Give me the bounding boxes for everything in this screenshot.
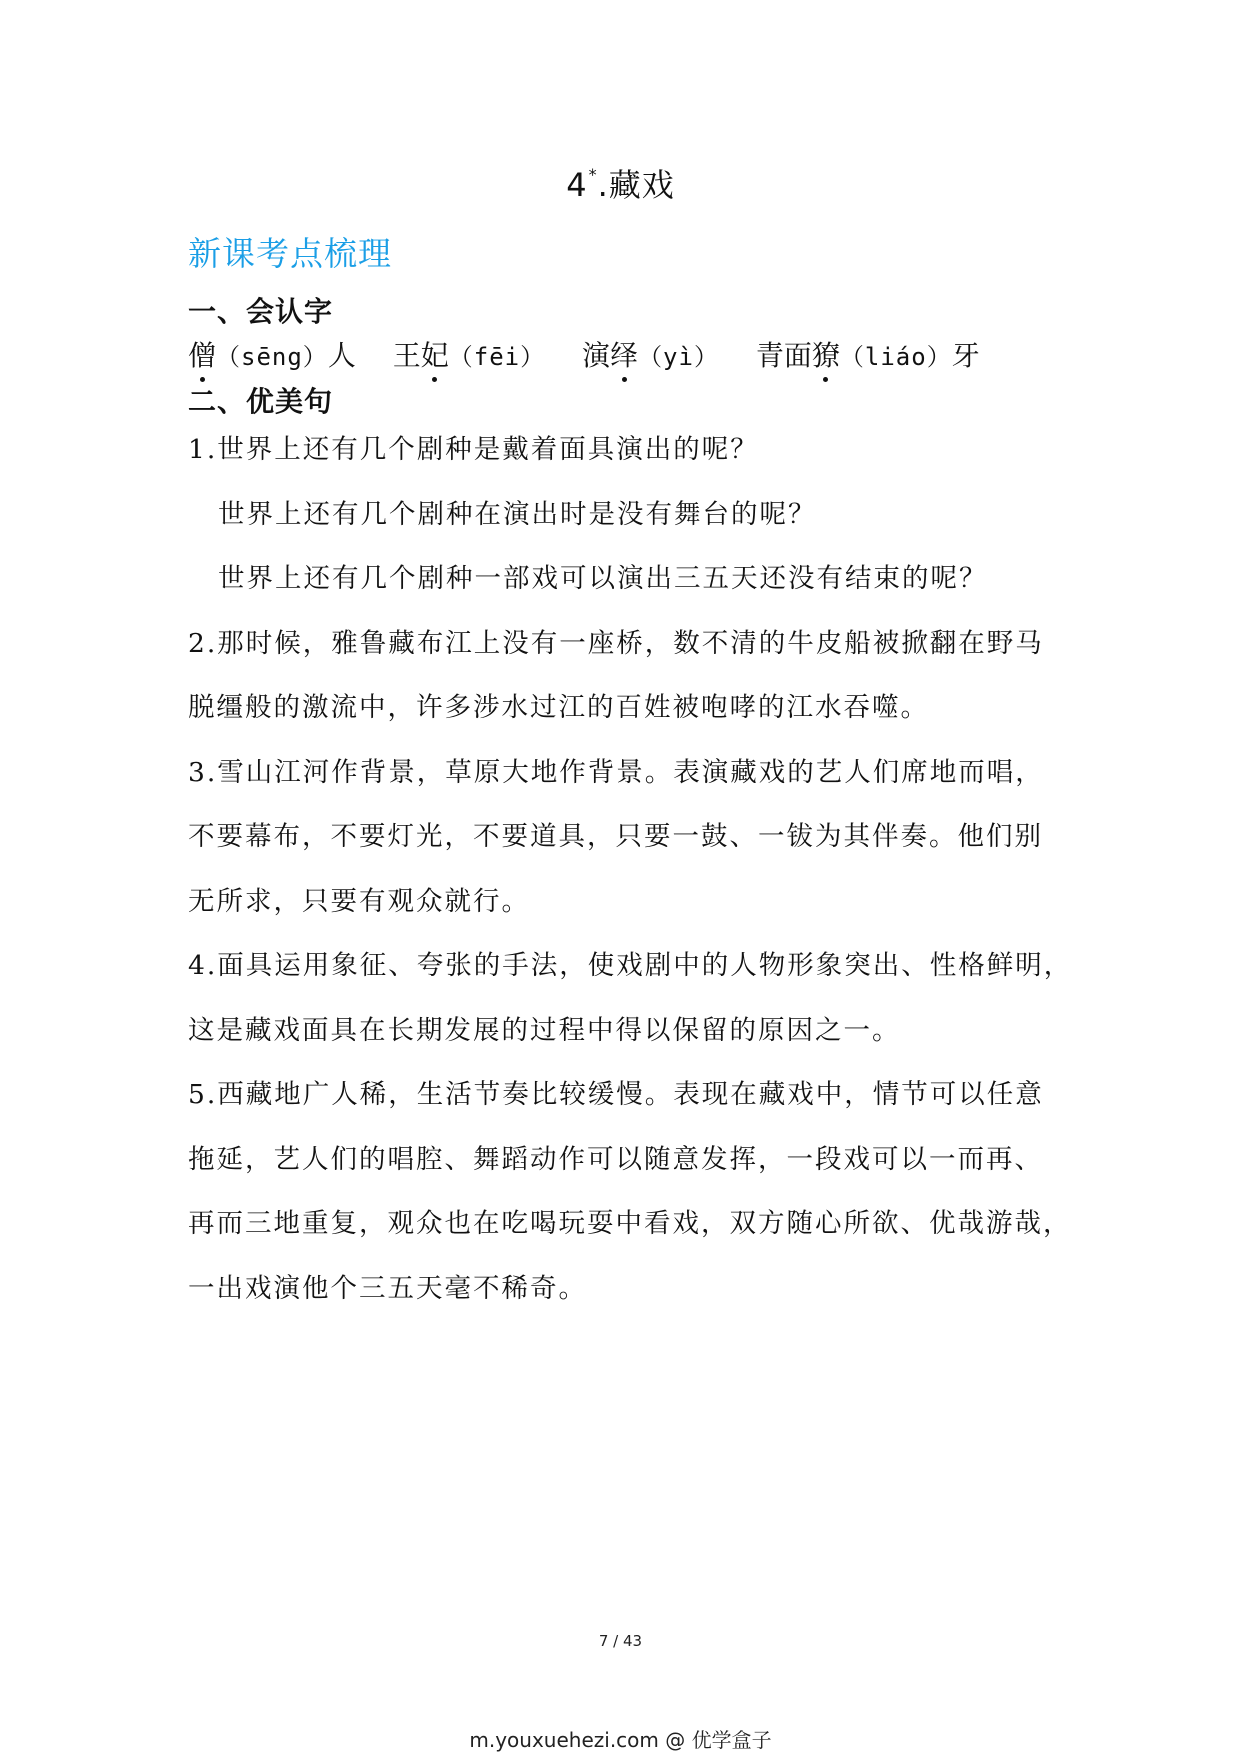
footer-watermark: m.youxuehezi.com @ 优学盒子	[469, 1728, 772, 1752]
sentence-line: 拖延，艺人们的唱腔、舞蹈动作可以随意发挥，一段戏可以一而再、	[188, 1143, 1043, 1175]
vocab-pre: 演	[582, 339, 611, 372]
vocab-line	[188, 334, 980, 374]
vocab-tail: 牙	[951, 339, 980, 372]
sentence-line: 一出戏演他个三五天毫不稀奇。	[188, 1272, 587, 1304]
sentence-line: 世界上还有几个剧种在演出时是没有舞台的呢？	[218, 498, 817, 530]
vocab-pre: 王	[392, 339, 421, 372]
vocab-dotted-char: 獠	[812, 334, 840, 374]
sentence-list	[188, 430, 1073, 1333]
vocab-dotted-char: 僧	[188, 334, 216, 374]
sentence-line: 2.那时候，雅鲁藏布江上没有一座桥，数不清的牛皮船被掀翻在野马	[188, 627, 1044, 659]
vocab-item	[756, 334, 980, 374]
sentence-line: 无所求，只要有观众就行。	[188, 885, 530, 917]
sentence-line: 这是藏戏面具在长期发展的过程中得以保留的原因之一。	[188, 1014, 901, 1046]
vocab-pre: 青面	[755, 339, 812, 372]
vocab-item	[188, 334, 356, 374]
vocab-tail: 人	[327, 339, 356, 372]
vocab-pinyin: （yì）	[638, 343, 719, 371]
vocab-pinyin: （sēng）	[216, 343, 328, 371]
sentence-line: 1.世界上还有几个剧种是戴着面具演出的呢？	[188, 434, 759, 465]
page-number: 7 / 43	[598, 1632, 643, 1650]
page-title	[0, 160, 1241, 206]
vocab-item	[393, 334, 545, 374]
vocab-item	[582, 334, 719, 374]
part2-heading: 二、优美句	[188, 385, 334, 418]
sentence-line: 世界上还有几个剧种一部戏可以演出三五天还没有结束的呢？	[218, 563, 988, 594]
sentence-line: 再而三地重复，观众也在吃喝玩耍中看戏，双方随心所欲、优哉游哉，	[188, 1208, 1072, 1239]
sentence-line: 不要幕布，不要灯光，不要道具，只要一鼓、一钹为其伴奏。他们别	[188, 821, 1043, 852]
vocab-pinyin: （liáo）	[839, 343, 952, 371]
sentence-line: 4.面具运用象征、夸张的手法，使戏剧中的人物形象突出、性格鲜明，	[188, 950, 1073, 981]
part1-heading: 一、会认字	[188, 295, 334, 328]
title-number: 4	[566, 166, 588, 204]
section-heading: 新课考点梳理	[188, 234, 392, 273]
sentence-line: 脱缰般的激流中，许多涉水过江的百姓被咆哮的江水吞噬。	[188, 692, 929, 723]
title-text: .藏戏	[597, 166, 675, 204]
vocab-dotted-char: 妃	[421, 334, 449, 374]
title-asterisk: *	[588, 165, 598, 184]
sentence-line: 3.雪山江河作背景，草原大地作背景。表演藏戏的艺人们席地而唱，	[188, 756, 1044, 788]
vocab-dotted-char: 绎	[610, 334, 638, 374]
sentence-line: 5.西藏地广人稀，生活节奏比较缓慢。表现在藏戏中，情节可以任意	[188, 1079, 1044, 1110]
vocab-pinyin: （fēi）	[448, 343, 546, 371]
